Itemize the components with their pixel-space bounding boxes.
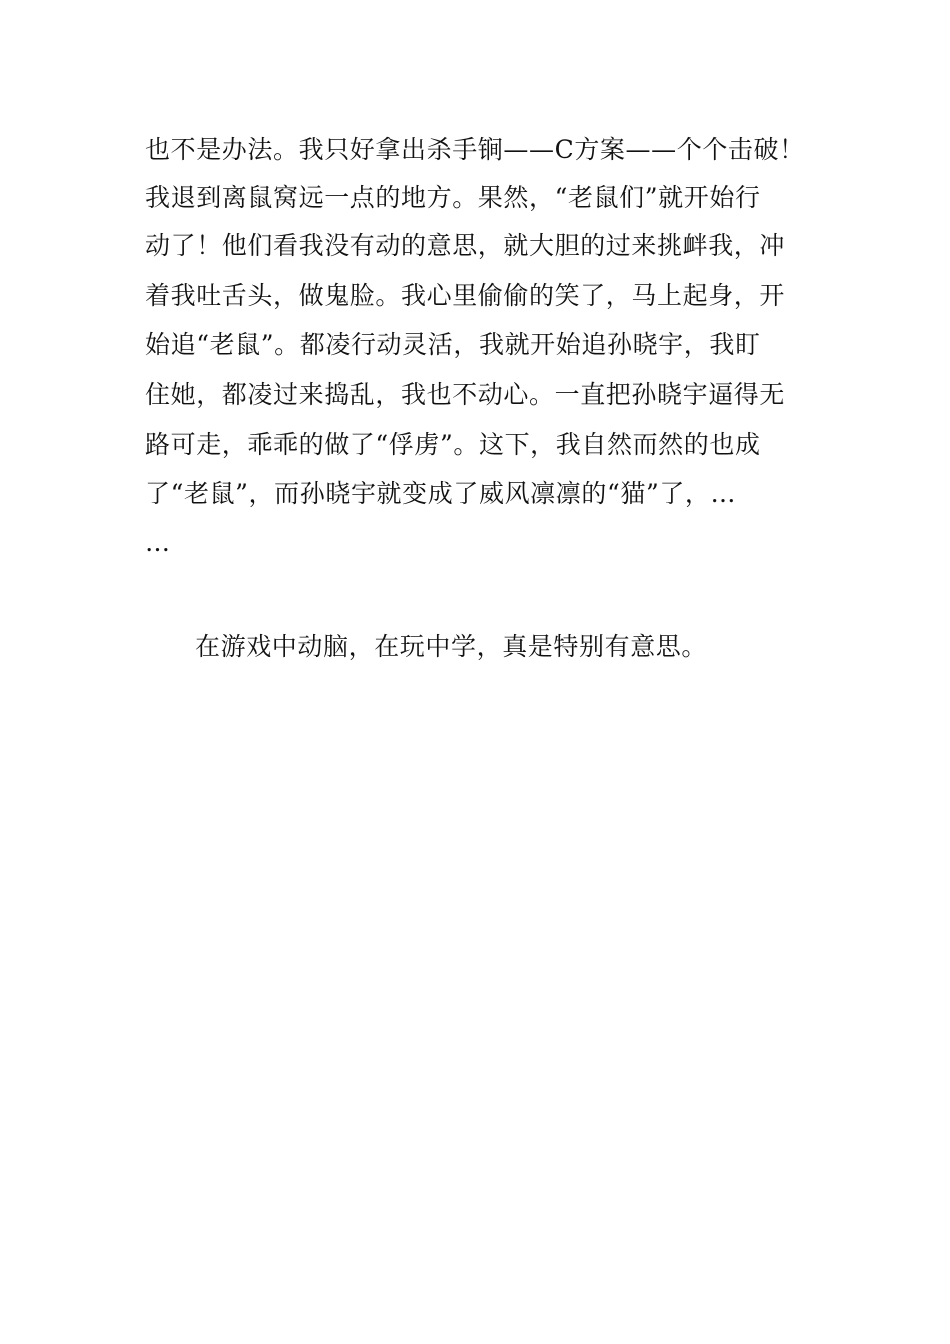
paragraph-line: 动了！他们看我没有动的意思，就大胆的过来挑衅我，冲 [145, 231, 786, 260]
paragraph-line: 始追“老鼠”。都凌行动灵活，我就开始追孙晓宇，我盯 [145, 330, 761, 359]
paragraph-line: 也不是办法。我只好拿出杀手锏——C方案——个个击破！ [145, 135, 805, 164]
paragraph-line: 路可走，乖乖的做了“俘虏”。这下，我自然而然的也成 [145, 430, 761, 459]
paragraph-line: 我退到离鼠窝远一点的地方。果然，“老鼠们”就开始行 [145, 183, 761, 212]
paragraph-line: … [145, 528, 171, 557]
paragraph-line: 住她，都凌过来捣乱，我也不动心。一直把孙晓宇逼得无 [145, 380, 786, 409]
paragraph-line: 了“老鼠”，而孙晓宇就变成了威风凛凛的“猫”了，… [145, 479, 737, 508]
closing-paragraph: 在游戏中动脑，在玩中学，真是特别有意思。 [195, 632, 708, 661]
paragraph-line: 着我吐舌头，做鬼脸。我心里偷偷的笑了，马上起身，开 [145, 281, 786, 310]
